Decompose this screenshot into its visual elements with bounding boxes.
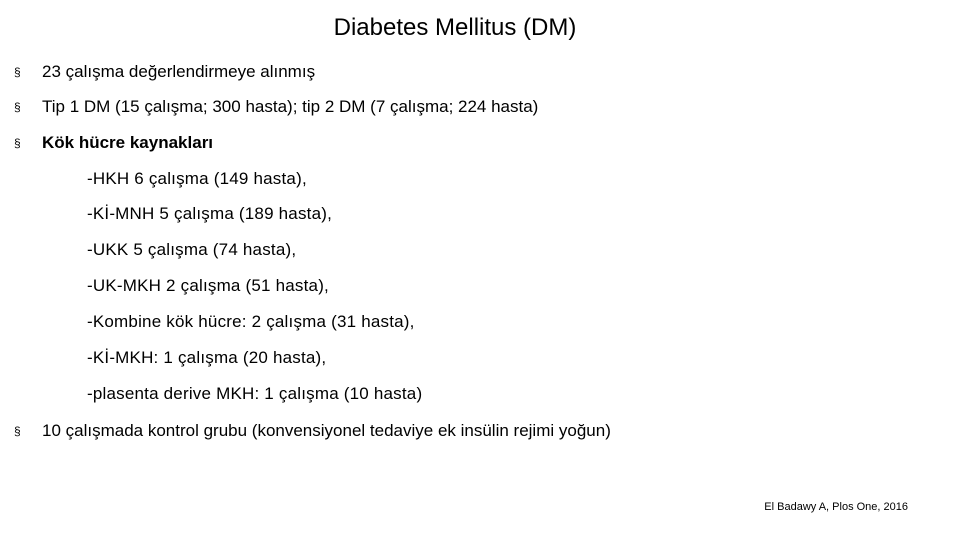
bullet-marker-icon: § — [14, 65, 21, 79]
bullet-text: 23 çalışma değerlendirmeye alınmış — [42, 62, 316, 81]
bullet-marker-icon: § — [14, 424, 21, 438]
stem-cell-source-item: -Kİ-MKH: 1 çalışma (20 hasta), — [87, 348, 327, 367]
bullet-item — [14, 420, 611, 442]
slide-title: Diabetes Mellitus (DM) — [333, 14, 577, 41]
stem-cell-source-item: -UK-MKH 2 çalışma (51 hasta), — [87, 276, 329, 295]
stem-cell-source-item: -Kİ-MNH 5 çalışma (189 hasta), — [87, 204, 333, 223]
bullet-item — [14, 61, 315, 83]
bullet-marker-icon: § — [14, 100, 21, 114]
stem-cell-source-item: -Kombine kök hücre: 2 çalışma (31 hasta), — [87, 312, 415, 331]
bullet-text: Tip 1 DM (15 çalışma; 300 hasta); tip 2 DM (7 çalışma; 224 hasta) — [42, 97, 539, 116]
bullet-marker-icon: § — [14, 136, 21, 150]
citation: El Badawy A, Plos One, 2016 — [764, 501, 908, 513]
bullet-item — [14, 132, 213, 154]
bullet-item — [14, 96, 538, 118]
bullet-text-heading: Kök hücre kaynakları — [42, 133, 214, 152]
stem-cell-source-item: -UKK 5 çalışma (74 hasta), — [87, 240, 297, 259]
bullet-text: 10 çalışmada kontrol grubu (konvensiyonel tedaviye ek insülin rejimi yoğun) — [42, 421, 611, 440]
stem-cell-source-item: -HKH 6 çalışma (149 hasta), — [87, 169, 307, 188]
stem-cell-source-item: -plasenta derive MKH: 1 çalışma (10 hasta) — [87, 384, 423, 403]
